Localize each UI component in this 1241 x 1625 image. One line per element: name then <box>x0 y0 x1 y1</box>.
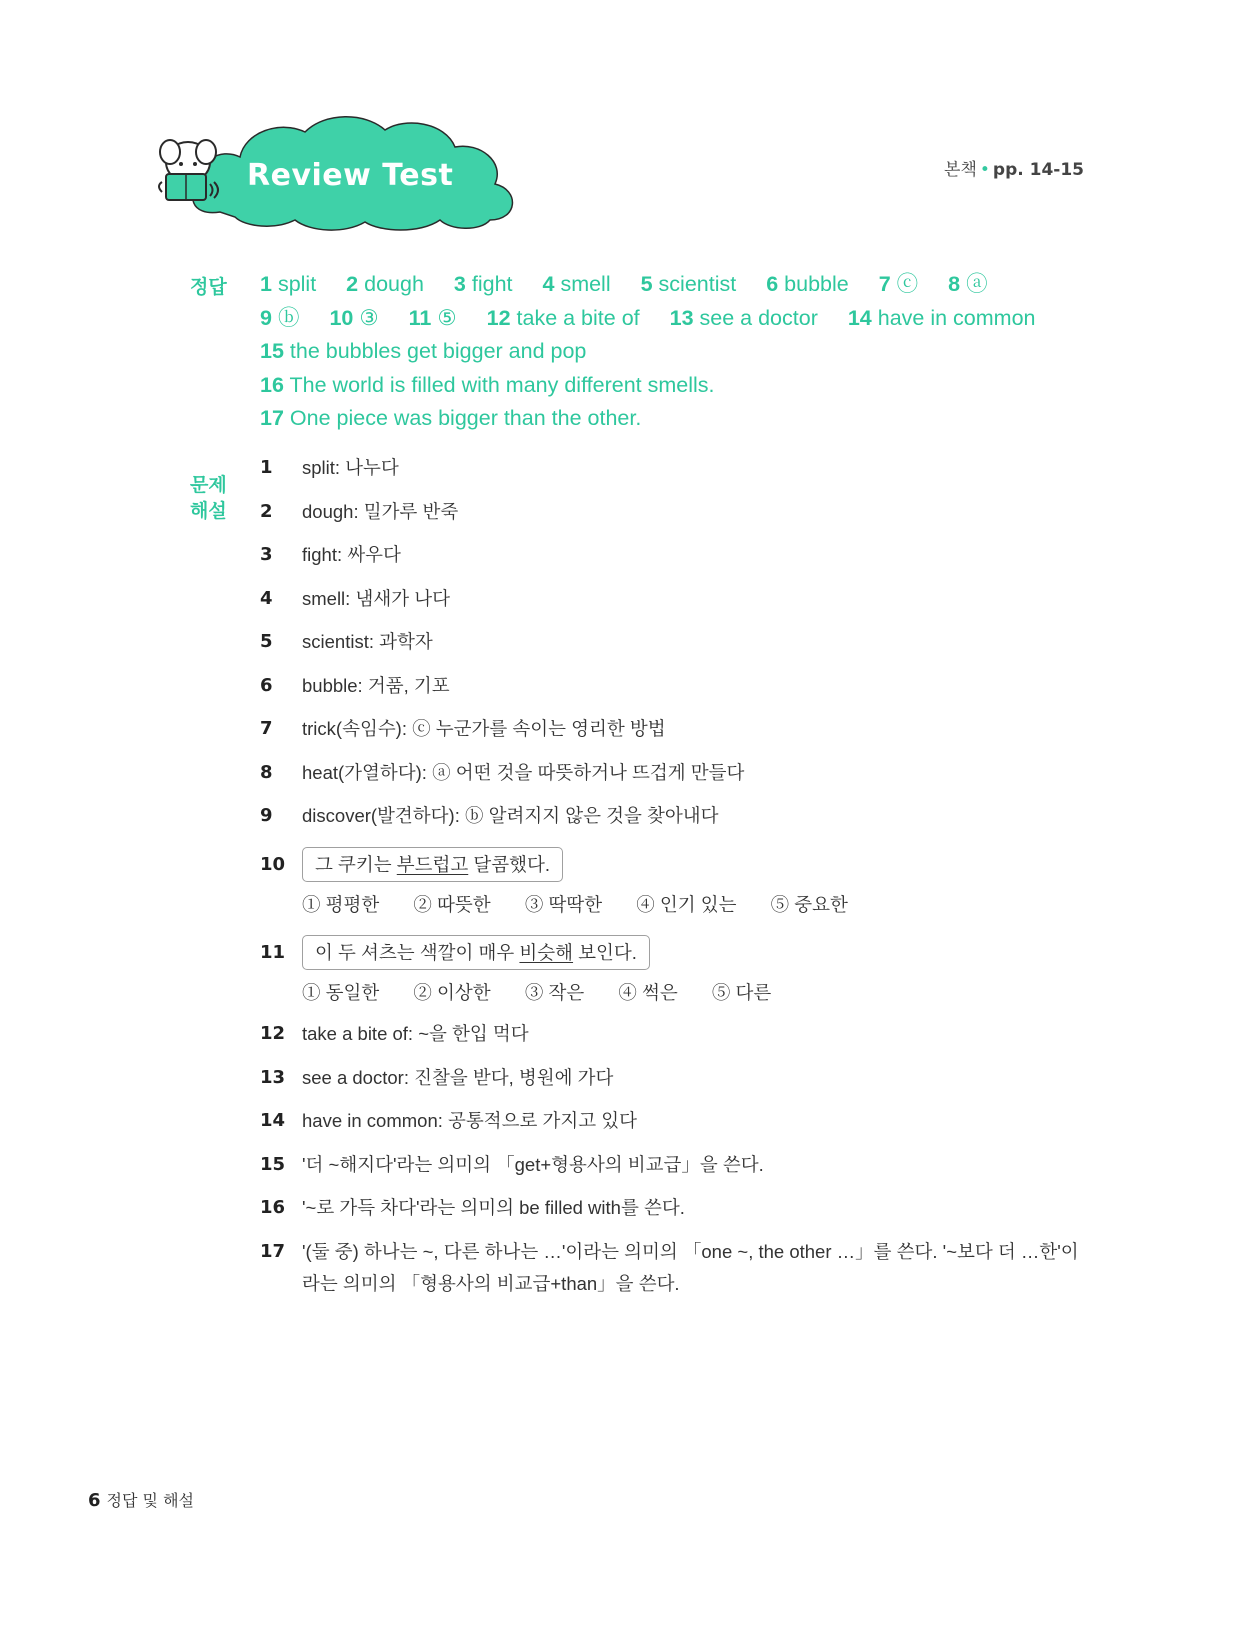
answer-item: 15 the bubbles get bigger and pop <box>260 339 587 363</box>
answer-item: 14 have in common <box>847 305 1036 330</box>
answers-line-1 <box>260 268 1080 302</box>
answer-item: 16 The world is filled with many different smells. <box>260 372 715 397</box>
sentence-box: 이 두 셔츠는 색깔이 매우 비슷해 보인다. <box>302 935 650 970</box>
page-ref-pages: pp. 14-15 <box>992 160 1084 180</box>
answer-item: 9 ⓑ <box>260 305 300 330</box>
page-reference <box>944 155 1084 180</box>
answer-item: 17 One piece was bigger than the other. <box>260 406 642 430</box>
answer-item: 7 ⓒ <box>878 272 919 296</box>
option-item: ② 이상한 <box>413 982 491 1003</box>
answers-line-5 <box>260 402 1080 436</box>
answer-item: 11 ⑤ <box>408 305 457 330</box>
option-item: ④ 인기 있는 <box>636 894 737 915</box>
page-footer <box>88 1488 194 1511</box>
option-item: ④ 썩은 <box>618 982 678 1003</box>
page-number: 6 <box>88 1490 101 1511</box>
answer-item: 12 take a bite of <box>486 305 640 330</box>
answers-label: 정답 <box>190 276 227 298</box>
options-row <box>302 977 800 1009</box>
underlined-word: 비슷해 <box>519 942 574 963</box>
underlined-word: 부드럽고 <box>396 854 469 875</box>
answer-item: 5 scientist <box>640 272 737 296</box>
answer-item: 2 dough <box>346 272 424 296</box>
page-ref-prefix: 본책 <box>944 160 977 180</box>
answer-item: 8 ⓐ <box>948 272 988 296</box>
answer-item: 13 see a doctor <box>669 305 818 330</box>
option-item: ① 평평한 <box>302 894 380 915</box>
answer-item: 6 bubble <box>766 272 849 296</box>
explanation-item-with-options: 11 이 두 셔츠는 색깔이 매우 비슷해 보인다. ① 동일한 ② 이상한 ③ 작은 ④ 썩은 ⑤ 다른 <box>260 937 1100 1013</box>
answers-line-2 <box>260 302 1080 336</box>
option-item: ① 동일한 <box>302 982 380 1003</box>
bullet-dot-icon: • <box>979 160 990 180</box>
footer-section: 정답 및 해설 <box>106 1491 194 1510</box>
option-item: ③ 딱딱한 <box>524 894 603 915</box>
options-row <box>302 889 877 921</box>
sentence-box: 그 쿠키는 부드럽고 달콤했다. <box>302 847 563 882</box>
explanation-item-with-options: 10 그 쿠키는 부드럽고 달콤했다. ① 평평한 ② 따뜻한 ③ 딱딱한 ④ 인기 있는 ⑤ 중요한 <box>260 849 1100 925</box>
option-item: ③ 작은 <box>524 982 585 1003</box>
option-item: ⑤ 중요한 <box>770 894 848 915</box>
answers-line-4 <box>260 369 1080 403</box>
answer-item: 1 split <box>260 272 317 296</box>
answer-item: 3 fight <box>453 272 513 296</box>
explanations-label: 문제 해설 <box>190 474 227 522</box>
answer-item: 10 ③ <box>329 305 379 330</box>
option-item: ② 따뜻한 <box>413 894 491 915</box>
answer-item: 4 smell <box>542 272 611 296</box>
option-item: ⑤ 다른 <box>711 982 772 1003</box>
review-test-title: Review Test <box>247 158 454 193</box>
answers-line-3 <box>260 335 1080 369</box>
answers-block <box>260 268 1080 436</box>
